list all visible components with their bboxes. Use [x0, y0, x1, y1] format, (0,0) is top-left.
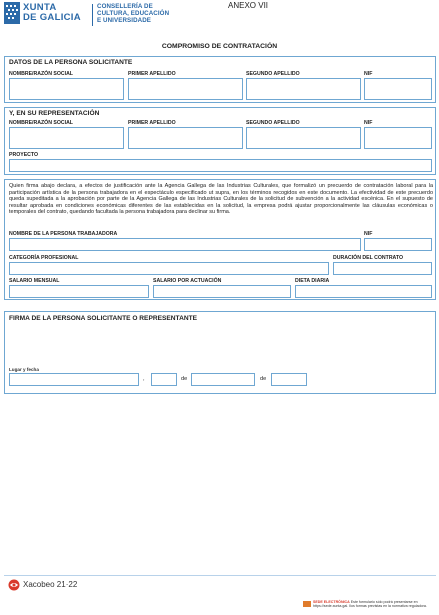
sede-label: SEDE ELECTRÓNICA [313, 600, 350, 604]
de-connector-1: de [181, 376, 188, 382]
representative-surname1-field[interactable] [128, 127, 243, 149]
month-field[interactable] [191, 373, 255, 386]
applicant-name-label: NOMBRE/RAZÓN SOCIAL [9, 71, 73, 77]
signature-section-title: FIRMA DE LA PERSONA SOLICITANTE O REPRESENTANTE [9, 315, 198, 322]
category-field[interactable] [9, 262, 329, 275]
sede-text-line2: https://sede.xunta.gal. Ilos formas previstas en la normativa reguladora. [313, 604, 427, 609]
applicant-surname1-field[interactable] [128, 78, 243, 100]
representative-surname2-label: SEGUNDO APELLIDO [246, 120, 300, 126]
year-field[interactable] [271, 373, 307, 386]
worker-nif-label: NIF [364, 231, 373, 237]
xacobeo-wordmark: Xacobeo 21·22 [23, 580, 78, 589]
representative-nif-field[interactable] [364, 127, 432, 149]
de-connector-2: de [260, 376, 267, 382]
xunta-emblem-icon [4, 2, 20, 24]
sede-notice [313, 600, 427, 609]
applicant-surname2-field[interactable] [246, 78, 361, 100]
applicant-name-field[interactable] [9, 78, 124, 100]
worker-name-field[interactable] [9, 238, 361, 251]
declaration-text: Quien firma abajo declara, a efectos de justificación ante la Agencia Gallega de las Industrias Culturales, que formalizó un precuerdo de contratación laboral para la participación artística de la persona trabajadora en el espectáculo especificado ut supra, en los términos recogidos en este documento. La efectividad de este precuerdo queda supeditada a la aprobación por parte de la Agencia Gallega de las Industrias Culturales de la solicitud de subvención a la actividad escénica. En el supuesto de resultar aprobada en condiciones económicas diferentes de las establecidas en la solicitud, la empresa podrá ajustar proporcionalmente las cláusulas económicas o temporales del contrato, quedando facultada la persona trabajadora para declinar su firma. [9, 183, 433, 216]
representative-nif-label: NIF [364, 120, 373, 126]
worker-nif-field[interactable] [364, 238, 432, 251]
salary-field[interactable] [9, 285, 149, 298]
applicant-nif-field[interactable] [364, 78, 432, 100]
applicant-section-title: DATOS DE LA PERSONA SOLICITANTE [9, 59, 133, 66]
sede-icon [303, 601, 311, 607]
duration-field[interactable] [333, 262, 432, 275]
comma-separator: , [143, 376, 145, 382]
document-title: COMPROMISO DE CONTRATACIÓN [161, 43, 278, 50]
xacobeo-emblem-icon [8, 579, 20, 591]
xacobeo-logo [8, 579, 88, 593]
applicant-surname2-label: SEGUNDO APELLIDO [246, 71, 300, 77]
representative-section-title: Y, EN SU REPRESENTACIÓN [9, 110, 100, 117]
sede-text: Este formulario sólo podrá presentarse en [350, 600, 418, 604]
project-field[interactable] [9, 159, 432, 172]
conselleria-name: CONSELLERÍA DE CULTURA, EDUCACIÓN E UNIVERSIDADE [97, 3, 170, 25]
applicant-surname1-label: PRIMER APELLIDO [128, 71, 176, 77]
signature-section [4, 311, 436, 394]
representative-name-label: NOMBRE/RAZÓN SOCIAL [9, 120, 73, 126]
per-performance-label: SALARIO POR ACTUACIÓN [153, 278, 222, 284]
annex-label: ANEXO VII [228, 1, 269, 10]
per-performance-field[interactable] [153, 285, 291, 298]
representative-section [4, 107, 436, 175]
place-date-label: Lugar y fecha [9, 367, 39, 372]
day-field[interactable] [151, 373, 177, 386]
representative-surname2-field[interactable] [246, 127, 361, 149]
worker-name-label: NOMBRE DE LA PERSONA TRABAJADORA [9, 231, 118, 237]
category-label: CATEGORÍA PROFESIONAL [9, 255, 79, 261]
representative-surname1-label: PRIMER APELLIDO [128, 120, 176, 126]
logo-separator [92, 4, 93, 26]
duration-label: DURACIÓN DEL CONTRATO [333, 255, 404, 261]
salary-label: SALARIO MENSUAL [9, 278, 60, 284]
footer-divider [4, 575, 436, 576]
place-field[interactable] [9, 373, 139, 386]
applicant-nif-label: NIF [364, 71, 373, 77]
daily-allowance-field[interactable] [295, 285, 432, 298]
daily-allowance-label: DIETA DIARIA [295, 278, 330, 284]
xunta-logo [4, 2, 174, 28]
applicant-section [4, 56, 436, 103]
declaration-section [4, 179, 436, 300]
project-label: PROYECTO [9, 152, 39, 158]
xunta-wordmark: XUNTA DE GALICIA [23, 2, 81, 23]
representative-name-field[interactable] [9, 127, 124, 149]
